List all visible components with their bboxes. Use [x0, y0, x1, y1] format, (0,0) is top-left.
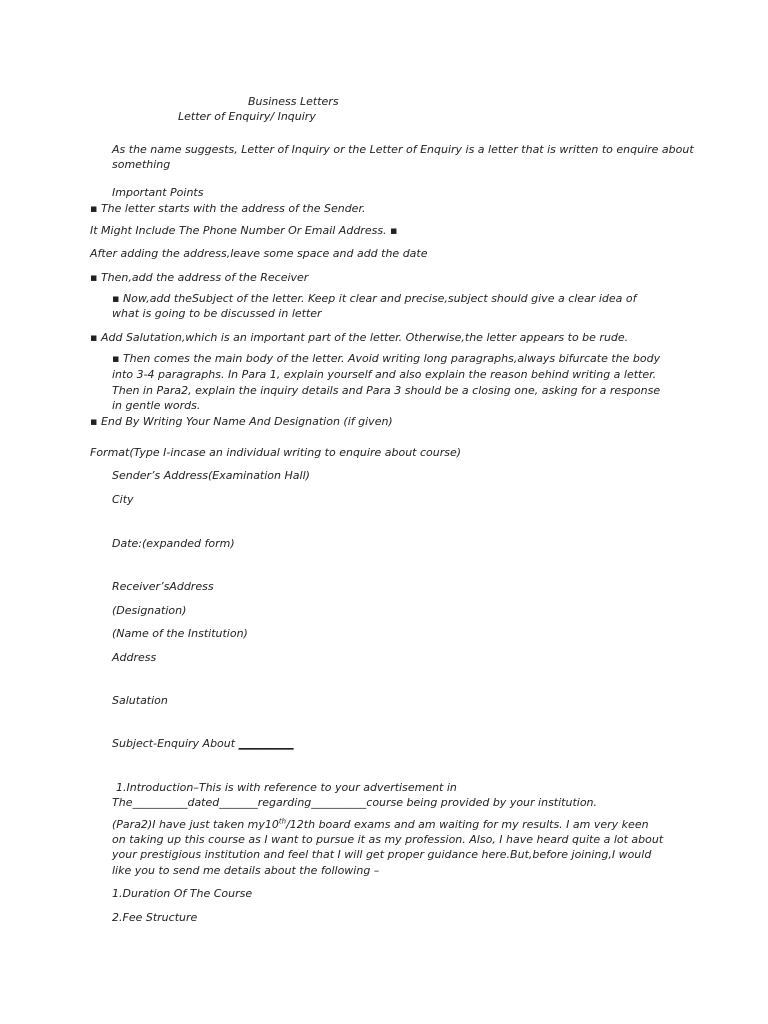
subject-prefix: Subject-Enquiry About	[112, 737, 236, 750]
point-subject-line-2: what is going to be discussed in letter	[112, 307, 322, 320]
format-salutation: Salutation	[112, 694, 168, 707]
point-date: After adding the address,leave some space and add the date	[90, 247, 428, 260]
point-salutation: ▪ Add Salutation,which is an important part of the letter. Otherwise,the letter appears to be rude.	[90, 331, 629, 344]
format-institution: (Name of the Institution)	[112, 627, 248, 640]
point-subject-line-1: ▪ Now,add theSubject of the letter. Keep it clear and precise,subject should give a clear idea of	[112, 292, 637, 305]
subject-blank: __________	[238, 737, 294, 750]
para2-line-1	[112, 817, 649, 832]
document-subtitle: Letter of Enquiry/ Inquiry	[178, 110, 316, 123]
para2-text-a: (Para2)I have just taken my10	[112, 818, 279, 831]
point-body-line-1: ▪ Then comes the main body of the letter. Avoid writing long paragraphs,always bifurcate the body	[112, 352, 661, 365]
format-designation: (Designation)	[112, 604, 187, 617]
format-senders-address: Sender’s Address(Examination Hall)	[112, 469, 310, 482]
para1-line-1: 1.Introduction–This is with reference to your advertisement in	[116, 781, 457, 794]
point-sender-address: ▪ The letter starts with the address of the Sender.	[90, 202, 366, 215]
para2-line-4: like you to send me details about the following –	[112, 864, 380, 877]
point-body-line-4: in gentle words.	[112, 399, 201, 412]
intro-line-2: something	[112, 158, 171, 171]
para2-line-3: your prestigious institution and feel that I will get proper guidance here.But,before joining,I would	[112, 848, 652, 861]
point-body-line-2: into 3-4 paragraphs. In Para 1, explain yourself and also explain the reason behind writing a letter.	[112, 368, 657, 381]
intro-line-1: As the name suggests, Letter of Inquiry or the Letter of Enquiry is a letter that is written to enquire about	[112, 143, 694, 156]
para2-superscript: th	[278, 817, 287, 826]
format-date: Date:(expanded form)	[112, 537, 235, 550]
document-title: Business Letters	[248, 95, 339, 108]
point-phone-email: It Might Include The Phone Number Or Email Address. ▪	[90, 224, 398, 237]
format-heading: Format(Type I-incase an individual writing to enquire about course)	[90, 446, 462, 459]
format-subject	[112, 736, 294, 751]
para1-line-2: The__________dated_______regarding__________course being provided by your institution.	[112, 796, 598, 809]
format-receivers-address: Receiver’sAddress	[112, 580, 214, 593]
important-points-heading: Important Points	[112, 186, 204, 199]
list-item: 2.Fee Structure	[112, 911, 198, 924]
point-body-line-3: Then in Para2, explain the inquiry details and Para 3 should be a closing one, asking for a response	[112, 384, 661, 397]
point-name-designation: ▪ End By Writing Your Name And Designation (if given)	[90, 415, 393, 428]
point-receiver-address: ▪ Then,add the address of the Receiver	[90, 271, 309, 284]
list-item: 1.Duration Of The Course	[112, 887, 253, 900]
para2-line-2: on taking up this course as I want to pursue it as my profession. Also, I have heard quite a lot about	[112, 833, 664, 846]
format-address: Address	[112, 651, 157, 664]
format-city: City	[112, 493, 134, 506]
para2-text-b: /12th board exams and am waiting for my results. I am very keen	[286, 818, 649, 831]
